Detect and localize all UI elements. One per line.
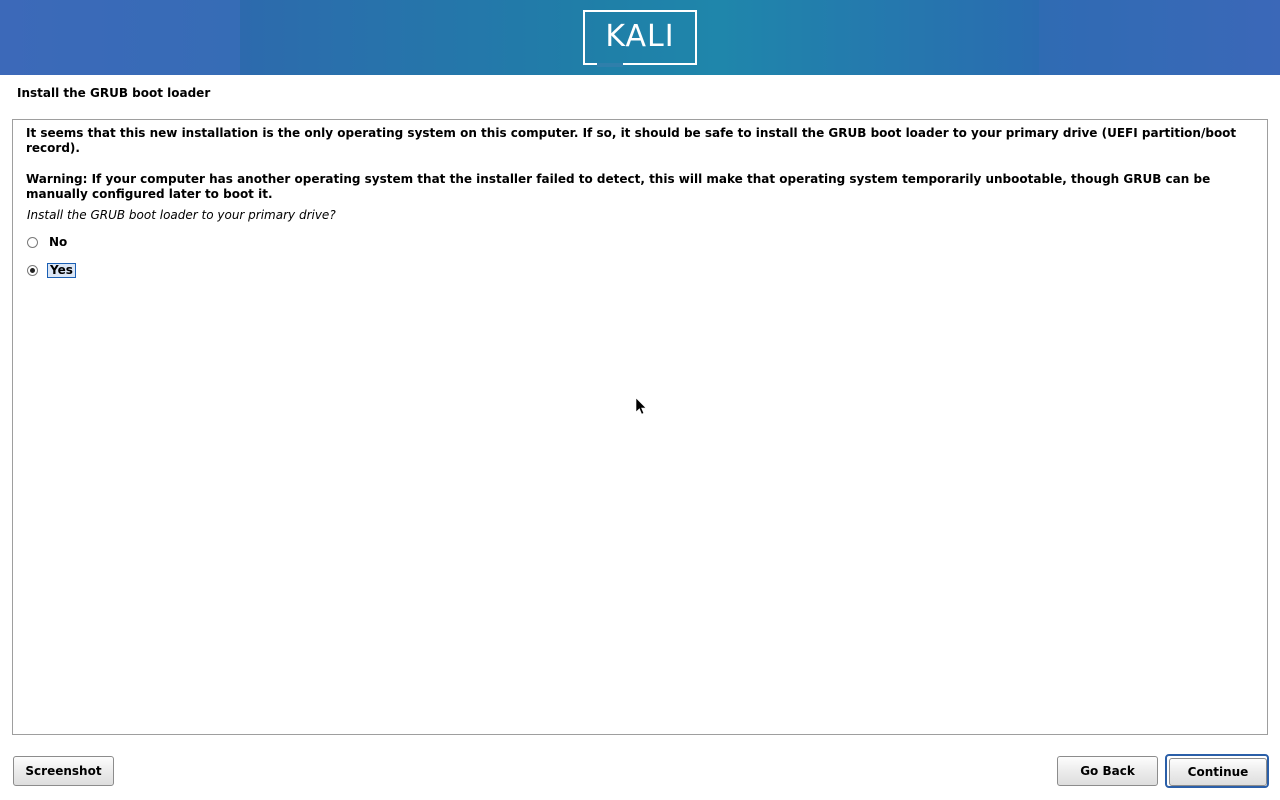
radio-no-indicator[interactable] bbox=[27, 237, 38, 248]
page-title: Install the GRUB boot loader bbox=[17, 86, 211, 100]
go-back-button[interactable]: Go Back bbox=[1057, 756, 1158, 786]
radio-yes-label: Yes bbox=[47, 263, 76, 278]
kali-logo-text: KALI bbox=[605, 18, 675, 54]
radio-option-yes[interactable] bbox=[27, 261, 76, 279]
kali-header-banner bbox=[0, 0, 1280, 75]
continue-button-focus-ring bbox=[1165, 754, 1269, 788]
kali-logo bbox=[583, 10, 697, 65]
screenshot-button[interactable]: Screenshot bbox=[13, 756, 114, 786]
installer-content-panel bbox=[12, 119, 1268, 735]
radio-option-no[interactable] bbox=[27, 233, 67, 251]
kali-logo-notch bbox=[597, 63, 623, 67]
question-label: Install the GRUB boot loader to your primary drive? bbox=[27, 208, 336, 222]
continue-button[interactable]: Continue bbox=[1169, 758, 1267, 786]
radio-no-label: No bbox=[49, 234, 68, 249]
mouse-pointer-icon bbox=[636, 398, 648, 416]
radio-yes-indicator[interactable] bbox=[27, 265, 38, 276]
warning-paragraph: Warning: If your computer has another operating system that the installer failed to detect, this will make that operating system temporarily unbootable, though GRUB can be manually configured later to boot it. bbox=[26, 172, 1211, 201]
info-paragraph: It seems that this new installation is the only operating system on this computer. If so, it should be safe to install the GRUB boot loader to your primary drive (UEFI partition/boot record). bbox=[26, 126, 1237, 155]
banner-right-gradient bbox=[1039, 0, 1280, 75]
banner-left-gradient bbox=[0, 0, 241, 75]
